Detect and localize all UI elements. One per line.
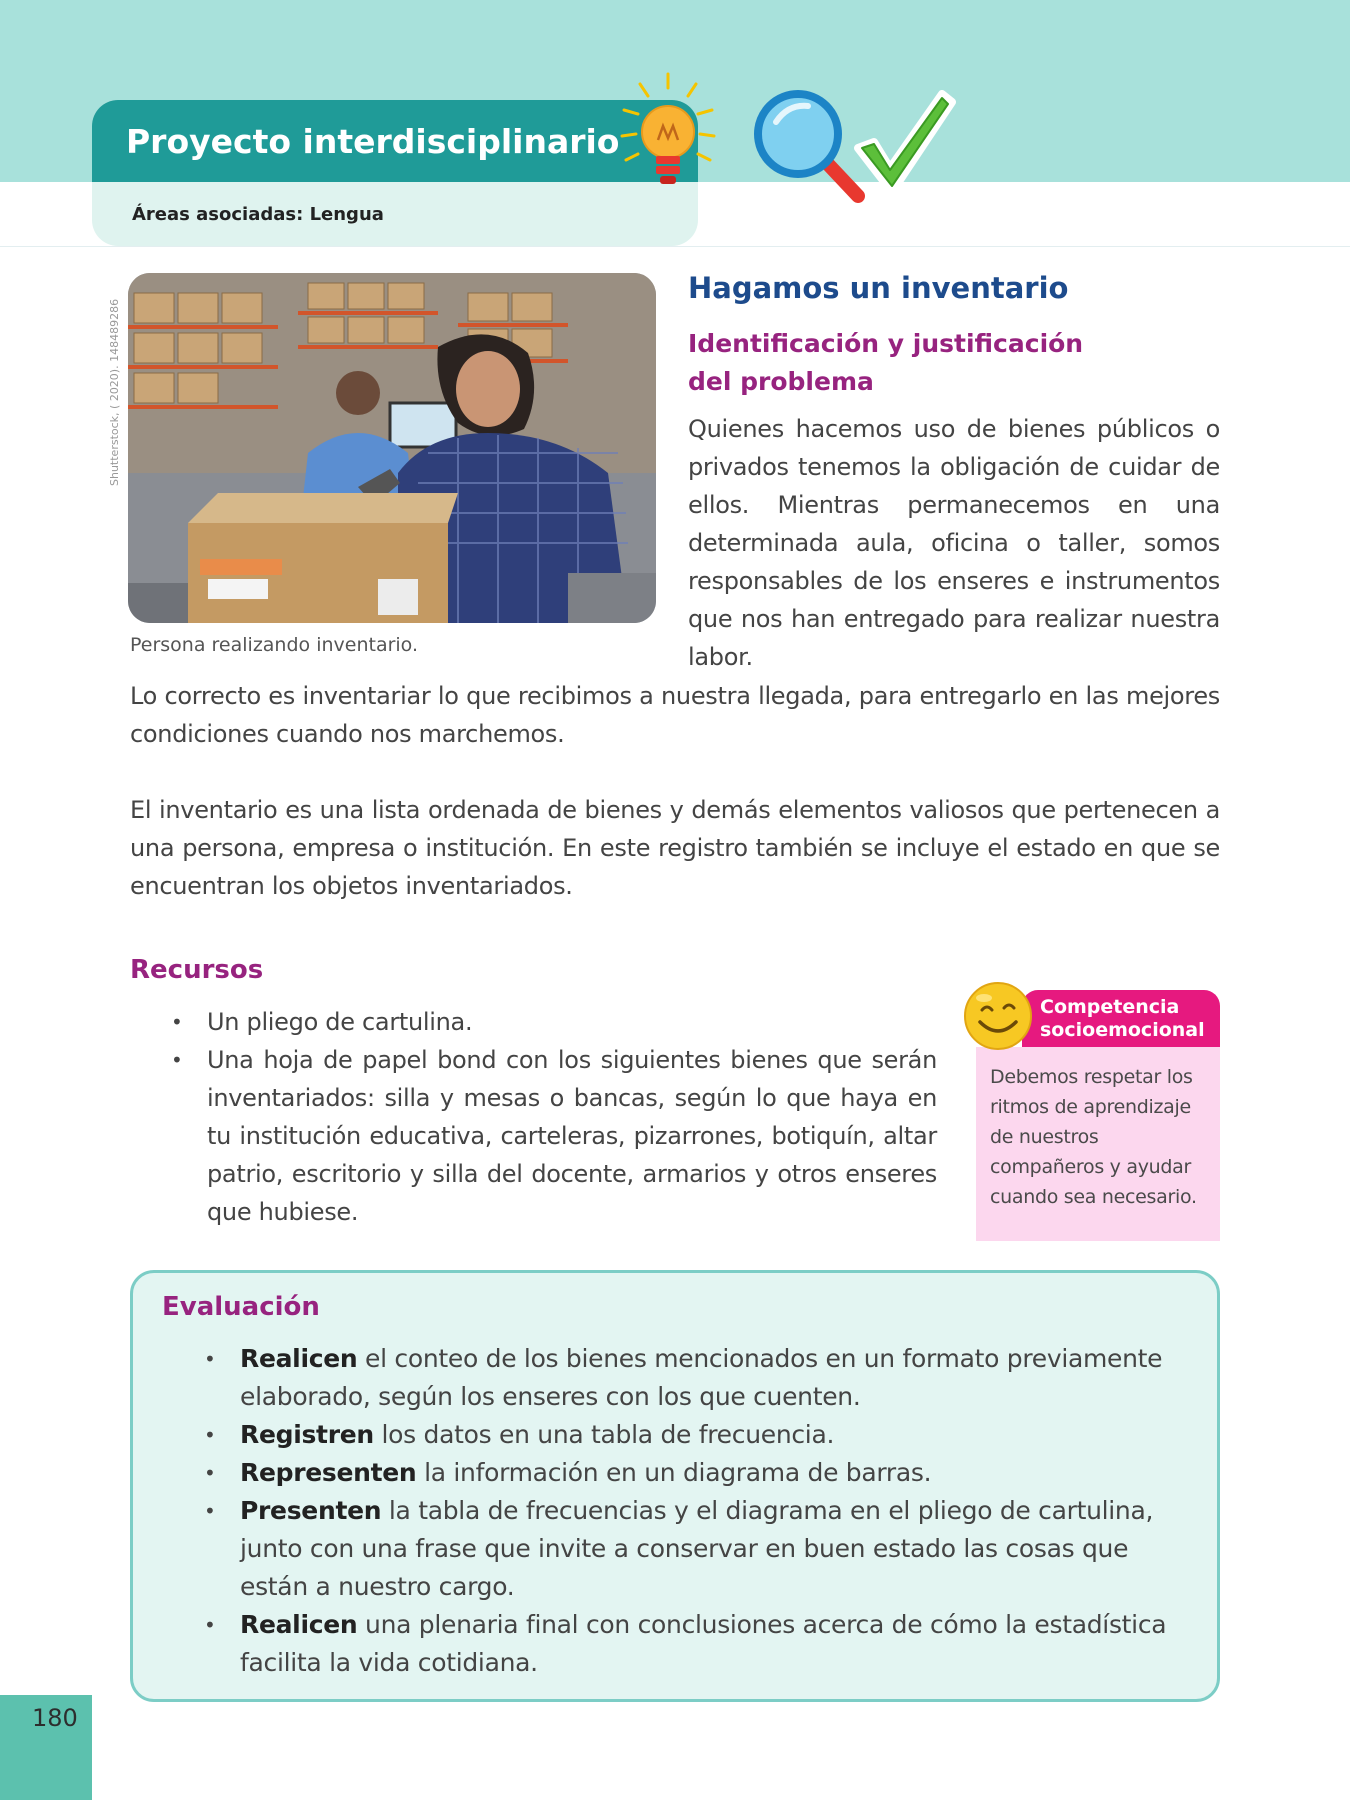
page-title: Proyecto interdisciplinario [126,122,620,161]
header-divider [0,246,1350,247]
list-item: • Representen la información en un diagrama de barras. [240,1454,1190,1492]
section-heading: Hagamos un inventario [688,271,1069,305]
definition-paragraph: El inventario es una lista ordenada de bienes y demás elementos valiosos que pertenecen a una persona, empresa o institución. En este registro también se incluye el estado en que se encuentran los objetos inventariados. [130,796,1220,900]
problem-subheading: Identificación y justificación del problema [688,329,1084,396]
resources-list [207,1003,937,1231]
checkmark-icon [852,88,956,200]
list-item: • Realicen una plenaria final con conclusiones acerca de cómo la estadística facilita la vida cotidiana. [240,1606,1190,1682]
evaluation-heading: Evaluación [162,1292,320,1322]
competencia-title: Competencia socioemocional [1040,996,1205,1041]
list-item: • Registren los datos en una tabla de frecuencia. [240,1416,1190,1454]
resources-heading: Recursos [130,955,264,985]
smiley-icon [962,980,1034,1052]
page-number: 180 [32,1704,78,1732]
photo-caption: Persona realizando inventario. [130,634,419,656]
associated-areas: Áreas asociadas: Lengua [132,204,384,225]
warehouse-photo [128,273,656,623]
list-item: • Una hoja de papel bond con los siguientes bienes que serán inventariados: silla y mesas o bancas, según lo que haya en tu institución educativa, carteleras, pizarrones, botiquín, altar patrio, escritorio y silla del docente, armarios y otros enseres que hubiese. [207,1041,937,1231]
list-item: • Presenten la tabla de frecuencias y el diagrama en el pliego de cartulina, junto con una frase que invite a conservar en buen estado las cosas que están a nuestro cargo. [240,1492,1190,1606]
evaluation-list [240,1340,1190,1682]
magnifier-icon [748,84,868,206]
list-item: • Un pliego de cartulina. [207,1003,937,1041]
photo-credit: Shutterstock, ( 2020). 148489286 [108,298,121,486]
lightbulb-icon [618,70,718,200]
inventory-paragraph: Lo correcto es inventariar lo que recibimos a nuestra llegada, para entregarlo en las mejores condiciones cuando nos marchemos. [130,682,1220,748]
intro-paragraph: Quienes hacemos uso de bienes públicos o privados tenemos la obligación de cuidar de ellos. Mientras permanecemos en una determinada aula, oficina o taller, somos responsables de los enseres e instrumentos que nos han entregado para realizar nuestra labor. [688,415,1220,671]
competencia-text: Debemos respetar los ritmos de aprendizaje de nuestros compañeros y ayudar cuando sea necesario. [990,1066,1197,1208]
list-item: • Realicen el conteo de los bienes mencionados en un formato previamente elaborado, según los enseres con los que cuenten. [240,1340,1190,1416]
